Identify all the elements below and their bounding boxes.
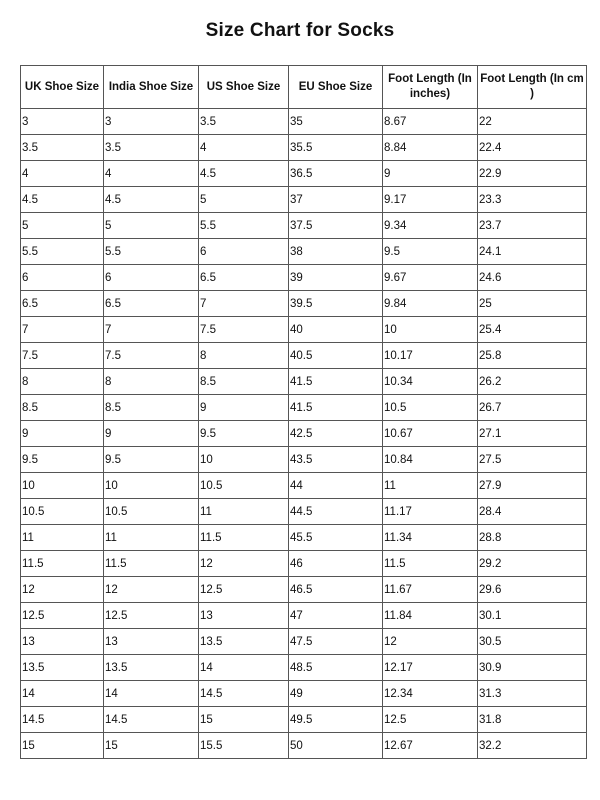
india-size-cell: 7.5: [104, 343, 199, 369]
table-row: [21, 681, 587, 707]
uk-size-cell: 5: [21, 213, 104, 239]
foot-length-cm-cell: 26.7: [478, 395, 587, 421]
eu-size-cell: 44: [289, 473, 383, 499]
uk-size-cell: 11: [21, 525, 104, 551]
foot-length-inches-cell: 11: [383, 473, 478, 499]
india-size-cell: 6: [104, 265, 199, 291]
india-size-cell: 14: [104, 681, 199, 707]
table-row: [21, 447, 587, 473]
us-size-cell: 14: [199, 655, 289, 681]
table-row: [21, 109, 587, 135]
foot-length-inches-cell: 10.67: [383, 421, 478, 447]
header-foot-length-cm: Foot Length (In cm ): [478, 66, 587, 109]
us-size-cell: 13.5: [199, 629, 289, 655]
foot-length-cm-cell: 24.1: [478, 239, 587, 265]
eu-size-cell: 38: [289, 239, 383, 265]
table-row: [21, 161, 587, 187]
foot-length-inches-cell: 11.67: [383, 577, 478, 603]
india-size-cell: 8.5: [104, 395, 199, 421]
uk-size-cell: 11.5: [21, 551, 104, 577]
us-size-cell: 10: [199, 447, 289, 473]
india-size-cell: 5.5: [104, 239, 199, 265]
table-row: [21, 707, 587, 733]
india-size-cell: 10: [104, 473, 199, 499]
foot-length-inches-cell: 8.67: [383, 109, 478, 135]
eu-size-cell: 37.5: [289, 213, 383, 239]
eu-size-cell: 47.5: [289, 629, 383, 655]
us-size-cell: 7: [199, 291, 289, 317]
uk-size-cell: 12.5: [21, 603, 104, 629]
foot-length-inches-cell: 11.84: [383, 603, 478, 629]
us-size-cell: 7.5: [199, 317, 289, 343]
eu-size-cell: 41.5: [289, 395, 383, 421]
foot-length-cm-cell: 25.8: [478, 343, 587, 369]
size-chart-table: [20, 65, 587, 759]
uk-size-cell: 7.5: [21, 343, 104, 369]
eu-size-cell: 46.5: [289, 577, 383, 603]
us-size-cell: 11.5: [199, 525, 289, 551]
eu-size-cell: 41.5: [289, 369, 383, 395]
foot-length-inches-cell: 11.5: [383, 551, 478, 577]
us-size-cell: 11: [199, 499, 289, 525]
eu-size-cell: 46: [289, 551, 383, 577]
foot-length-cm-cell: 25.4: [478, 317, 587, 343]
table-row: [21, 473, 587, 499]
foot-length-inches-cell: 8.84: [383, 135, 478, 161]
table-row: [21, 577, 587, 603]
uk-size-cell: 13.5: [21, 655, 104, 681]
us-size-cell: 5: [199, 187, 289, 213]
uk-size-cell: 8.5: [21, 395, 104, 421]
india-size-cell: 5: [104, 213, 199, 239]
uk-size-cell: 8: [21, 369, 104, 395]
foot-length-cm-cell: 23.3: [478, 187, 587, 213]
india-size-cell: 4: [104, 161, 199, 187]
india-size-cell: 6.5: [104, 291, 199, 317]
india-size-cell: 15: [104, 733, 199, 759]
foot-length-cm-cell: 31.3: [478, 681, 587, 707]
header-uk-shoe-size: UK Shoe Size: [21, 66, 104, 109]
foot-length-inches-cell: 12.17: [383, 655, 478, 681]
foot-length-inches-cell: 12.34: [383, 681, 478, 707]
eu-size-cell: 42.5: [289, 421, 383, 447]
uk-size-cell: 4.5: [21, 187, 104, 213]
us-size-cell: 10.5: [199, 473, 289, 499]
foot-length-cm-cell: 22.9: [478, 161, 587, 187]
eu-size-cell: 37: [289, 187, 383, 213]
foot-length-cm-cell: 30.5: [478, 629, 587, 655]
eu-size-cell: 36.5: [289, 161, 383, 187]
table-row: [21, 343, 587, 369]
foot-length-cm-cell: 25: [478, 291, 587, 317]
us-size-cell: 12: [199, 551, 289, 577]
header-us-shoe-size: US Shoe Size: [199, 66, 289, 109]
foot-length-inches-cell: 12.5: [383, 707, 478, 733]
table-row: [21, 135, 587, 161]
us-size-cell: 15: [199, 707, 289, 733]
table-row: [21, 733, 587, 759]
india-size-cell: 3: [104, 109, 199, 135]
uk-size-cell: 15: [21, 733, 104, 759]
page-title: Size Chart for Socks: [205, 20, 395, 41]
foot-length-inches-cell: 9: [383, 161, 478, 187]
india-size-cell: 3.5: [104, 135, 199, 161]
table-row: [21, 265, 587, 291]
foot-length-cm-cell: 30.9: [478, 655, 587, 681]
table-row: [21, 291, 587, 317]
eu-size-cell: 47: [289, 603, 383, 629]
table-row: [21, 239, 587, 265]
us-size-cell: 5.5: [199, 213, 289, 239]
foot-length-cm-cell: 31.8: [478, 707, 587, 733]
uk-size-cell: 13: [21, 629, 104, 655]
uk-size-cell: 14.5: [21, 707, 104, 733]
foot-length-cm-cell: 22.4: [478, 135, 587, 161]
eu-size-cell: 44.5: [289, 499, 383, 525]
uk-size-cell: 3.5: [21, 135, 104, 161]
india-size-cell: 13: [104, 629, 199, 655]
foot-length-inches-cell: 10.34: [383, 369, 478, 395]
foot-length-cm-cell: 24.6: [478, 265, 587, 291]
uk-size-cell: 12: [21, 577, 104, 603]
foot-length-inches-cell: 12: [383, 629, 478, 655]
us-size-cell: 14.5: [199, 681, 289, 707]
eu-size-cell: 43.5: [289, 447, 383, 473]
foot-length-inches-cell: 10.5: [383, 395, 478, 421]
us-size-cell: 13: [199, 603, 289, 629]
foot-length-cm-cell: 30.1: [478, 603, 587, 629]
table-row: [21, 187, 587, 213]
us-size-cell: 3.5: [199, 109, 289, 135]
india-size-cell: 12.5: [104, 603, 199, 629]
uk-size-cell: 6: [21, 265, 104, 291]
foot-length-cm-cell: 22: [478, 109, 587, 135]
foot-length-cm-cell: 29.6: [478, 577, 587, 603]
india-size-cell: 11.5: [104, 551, 199, 577]
foot-length-cm-cell: 27.1: [478, 421, 587, 447]
eu-size-cell: 35.5: [289, 135, 383, 161]
table-row: [21, 655, 587, 681]
us-size-cell: 8.5: [199, 369, 289, 395]
uk-size-cell: 4: [21, 161, 104, 187]
table-row: [21, 499, 587, 525]
eu-size-cell: 40.5: [289, 343, 383, 369]
uk-size-cell: 5.5: [21, 239, 104, 265]
uk-size-cell: 6.5: [21, 291, 104, 317]
foot-length-cm-cell: 29.2: [478, 551, 587, 577]
table-body: [21, 109, 587, 759]
uk-size-cell: 14: [21, 681, 104, 707]
uk-size-cell: 10.5: [21, 499, 104, 525]
eu-size-cell: 40: [289, 317, 383, 343]
header-foot-length-inches: Foot Length (In inches): [383, 66, 478, 109]
us-size-cell: 4: [199, 135, 289, 161]
india-size-cell: 4.5: [104, 187, 199, 213]
foot-length-inches-cell: 11.17: [383, 499, 478, 525]
header-india-shoe-size: India Shoe Size: [104, 66, 199, 109]
header-eu-shoe-size: EU Shoe Size: [289, 66, 383, 109]
india-size-cell: 14.5: [104, 707, 199, 733]
foot-length-cm-cell: 27.5: [478, 447, 587, 473]
foot-length-inches-cell: 9.34: [383, 213, 478, 239]
table-row: [21, 421, 587, 447]
eu-size-cell: 39: [289, 265, 383, 291]
eu-size-cell: 39.5: [289, 291, 383, 317]
foot-length-inches-cell: 11.34: [383, 525, 478, 551]
table-row: [21, 629, 587, 655]
table-row: [21, 395, 587, 421]
india-size-cell: 9.5: [104, 447, 199, 473]
foot-length-inches-cell: 9.84: [383, 291, 478, 317]
foot-length-cm-cell: 26.2: [478, 369, 587, 395]
foot-length-inches-cell: 9.5: [383, 239, 478, 265]
uk-size-cell: 7: [21, 317, 104, 343]
foot-length-inches-cell: 9.67: [383, 265, 478, 291]
india-size-cell: 9: [104, 421, 199, 447]
india-size-cell: 8: [104, 369, 199, 395]
foot-length-cm-cell: 23.7: [478, 213, 587, 239]
foot-length-cm-cell: 28.4: [478, 499, 587, 525]
uk-size-cell: 10: [21, 473, 104, 499]
eu-size-cell: 49: [289, 681, 383, 707]
table-header-row: [21, 66, 587, 109]
uk-size-cell: 3: [21, 109, 104, 135]
eu-size-cell: 50: [289, 733, 383, 759]
india-size-cell: 10.5: [104, 499, 199, 525]
table-row: [21, 551, 587, 577]
foot-length-inches-cell: 10.17: [383, 343, 478, 369]
us-size-cell: 12.5: [199, 577, 289, 603]
eu-size-cell: 45.5: [289, 525, 383, 551]
uk-size-cell: 9.5: [21, 447, 104, 473]
foot-length-cm-cell: 32.2: [478, 733, 587, 759]
table-row: [21, 317, 587, 343]
foot-length-cm-cell: 27.9: [478, 473, 587, 499]
us-size-cell: 9.5: [199, 421, 289, 447]
eu-size-cell: 35: [289, 109, 383, 135]
us-size-cell: 8: [199, 343, 289, 369]
india-size-cell: 7: [104, 317, 199, 343]
foot-length-inches-cell: 9.17: [383, 187, 478, 213]
eu-size-cell: 48.5: [289, 655, 383, 681]
table-row: [21, 603, 587, 629]
us-size-cell: 9: [199, 395, 289, 421]
foot-length-inches-cell: 10.84: [383, 447, 478, 473]
foot-length-cm-cell: 28.8: [478, 525, 587, 551]
us-size-cell: 6: [199, 239, 289, 265]
india-size-cell: 12: [104, 577, 199, 603]
table-row: [21, 525, 587, 551]
foot-length-inches-cell: 10: [383, 317, 478, 343]
table-row: [21, 369, 587, 395]
foot-length-inches-cell: 12.67: [383, 733, 478, 759]
uk-size-cell: 9: [21, 421, 104, 447]
us-size-cell: 6.5: [199, 265, 289, 291]
india-size-cell: 13.5: [104, 655, 199, 681]
table-row: [21, 213, 587, 239]
us-size-cell: 15.5: [199, 733, 289, 759]
eu-size-cell: 49.5: [289, 707, 383, 733]
us-size-cell: 4.5: [199, 161, 289, 187]
india-size-cell: 11: [104, 525, 199, 551]
